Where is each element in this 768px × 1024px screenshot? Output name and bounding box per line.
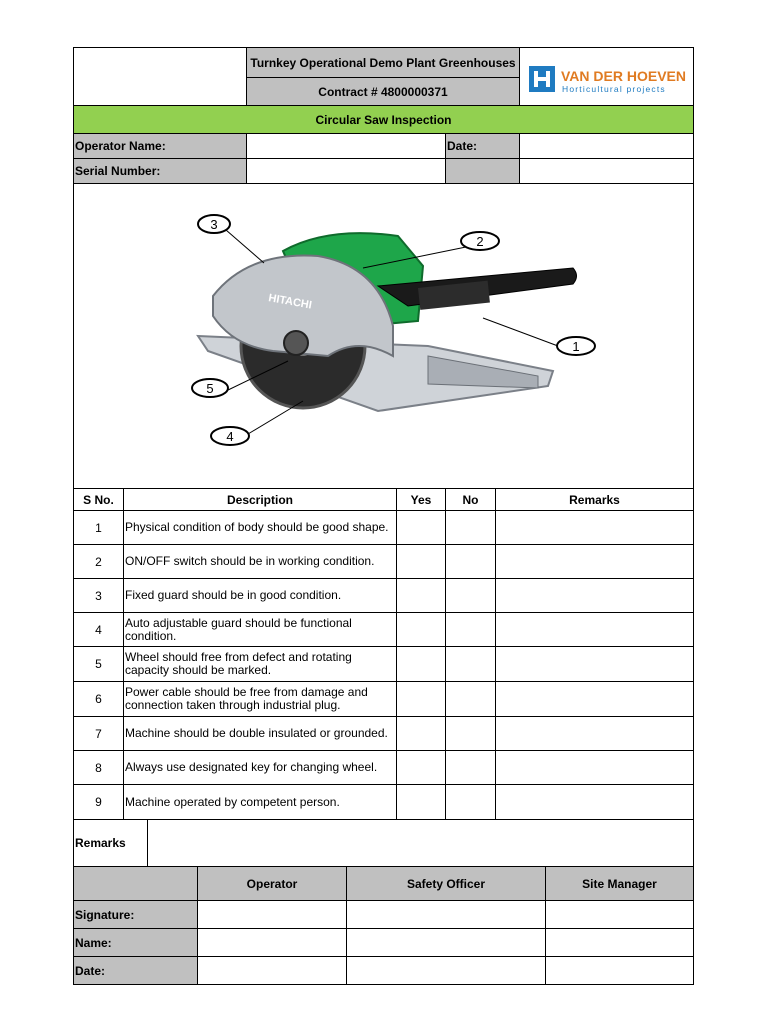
serial-number-label: Serial Number:: [73, 158, 247, 184]
remarks-label: Remarks: [73, 819, 148, 867]
signoff-row-label: Name:: [73, 928, 198, 957]
serial-grey-spacer: [445, 158, 520, 184]
row-7-description: Machine should be double insulated or grounded.: [123, 716, 397, 751]
serial-number-field[interactable]: [246, 158, 446, 184]
row-3-no-cell[interactable]: [445, 578, 496, 613]
row-9-no-cell[interactable]: [445, 784, 496, 820]
row-1-no-cell[interactable]: [445, 510, 496, 545]
company-tagline: Horticultural projects: [562, 84, 666, 94]
svg-text:2: 2: [476, 234, 484, 249]
row-2-yes-cell[interactable]: [396, 544, 446, 579]
row-2-no-cell[interactable]: [445, 544, 496, 579]
row-5-description: Wheel should free from defect and rotating capacity should be marked.: [123, 646, 397, 682]
col-remarks-header: Remarks: [495, 488, 694, 511]
row-4-description: Auto adjustable guard should be functional condition.: [123, 612, 397, 647]
svg-text:1: 1: [572, 339, 580, 354]
row-5-remarks-cell[interactable]: [495, 646, 694, 682]
row-2-sno: 2: [73, 544, 124, 579]
signoff-row-label: Signature:: [73, 900, 198, 929]
signoff-operator-header: Operator: [197, 866, 347, 901]
signoff-safety-officer-field[interactable]: [346, 928, 546, 957]
row-9-sno: 9: [73, 784, 124, 820]
signoff-site-manager-field[interactable]: [545, 956, 694, 985]
row-2-description: ON/OFF switch should be in working condition.: [123, 544, 397, 579]
circular-saw-diagram: [178, 206, 598, 458]
row-6-remarks-cell[interactable]: [495, 681, 694, 717]
project-title: Turnkey Operational Demo Plant Greenhouses: [246, 47, 520, 78]
signoff-safety-officer-field[interactable]: [346, 900, 546, 929]
row-5-yes-cell[interactable]: [396, 646, 446, 682]
signoff-safety-officer-field[interactable]: [346, 956, 546, 985]
col-sno-header: S No.: [73, 488, 124, 511]
header-blank-cell: [73, 47, 247, 106]
svg-text:3: 3: [210, 217, 218, 232]
remarks-field[interactable]: [147, 819, 694, 867]
row-3-yes-cell[interactable]: [396, 578, 446, 613]
signoff-corner: [73, 866, 198, 901]
signoff-safety-officer-header: Safety Officer: [346, 866, 546, 901]
row-9-remarks-cell[interactable]: [495, 784, 694, 820]
date-field[interactable]: [519, 133, 694, 159]
signoff-site-manager-field[interactable]: [545, 900, 694, 929]
row-6-sno: 6: [73, 681, 124, 717]
row-6-description: Power cable should be free from damage and connection taken through industrial plug.: [123, 681, 397, 717]
row-4-sno: 4: [73, 612, 124, 647]
signoff-site-manager-field[interactable]: [545, 928, 694, 957]
row-3-sno: 3: [73, 578, 124, 613]
row-4-no-cell[interactable]: [445, 612, 496, 647]
row-2-remarks-cell[interactable]: [495, 544, 694, 579]
row-1-remarks-cell[interactable]: [495, 510, 694, 545]
signoff-operator-field[interactable]: [197, 928, 347, 957]
operator-name-label: Operator Name:: [73, 133, 247, 159]
row-1-yes-cell[interactable]: [396, 510, 446, 545]
date-label: Date:: [445, 133, 520, 159]
col-yes-header: Yes: [396, 488, 446, 511]
row-7-sno: 7: [73, 716, 124, 751]
saw-brand-text: HITACHI: [267, 292, 313, 312]
row-8-no-cell[interactable]: [445, 750, 496, 785]
signoff-row-label: Date:: [73, 956, 198, 985]
row-3-description: Fixed guard should be in good condition.: [123, 578, 397, 613]
form-title: Circular Saw Inspection: [73, 105, 694, 134]
row-9-description: Machine operated by competent person.: [123, 784, 397, 820]
row-8-remarks-cell[interactable]: [495, 750, 694, 785]
signoff-operator-field[interactable]: [197, 900, 347, 929]
row-4-remarks-cell[interactable]: [495, 612, 694, 647]
row-7-yes-cell[interactable]: [396, 716, 446, 751]
company-name: VAN DER HOEVEN: [561, 68, 686, 84]
row-3-remarks-cell[interactable]: [495, 578, 694, 613]
contract-number: Contract # 4800000371: [246, 77, 520, 106]
row-6-no-cell[interactable]: [445, 681, 496, 717]
row-6-yes-cell[interactable]: [396, 681, 446, 717]
svg-text:4: 4: [226, 429, 234, 444]
row-8-description: Always use designated key for changing wheel.: [123, 750, 397, 785]
col-no-header: No: [445, 488, 496, 511]
col-description-header: Description: [123, 488, 397, 511]
row-8-yes-cell[interactable]: [396, 750, 446, 785]
signoff-operator-field[interactable]: [197, 956, 347, 985]
operator-name-field[interactable]: [246, 133, 446, 159]
row-9-yes-cell[interactable]: [396, 784, 446, 820]
company-logo: [525, 62, 690, 96]
signoff-site-manager-header: Site Manager: [545, 866, 694, 901]
serial-extra-field[interactable]: [519, 158, 694, 184]
row-8-sno: 8: [73, 750, 124, 785]
svg-text:5: 5: [206, 381, 214, 396]
row-5-sno: 5: [73, 646, 124, 682]
row-1-description: Physical condition of body should be good shape.: [123, 510, 397, 545]
row-7-no-cell[interactable]: [445, 716, 496, 751]
row-7-remarks-cell[interactable]: [495, 716, 694, 751]
row-1-sno: 1: [73, 510, 124, 545]
row-5-no-cell[interactable]: [445, 646, 496, 682]
row-4-yes-cell[interactable]: [396, 612, 446, 647]
